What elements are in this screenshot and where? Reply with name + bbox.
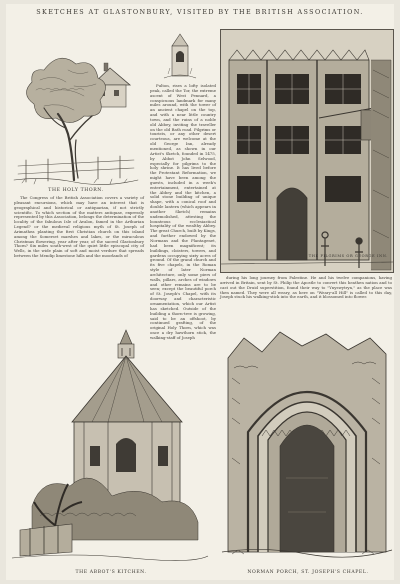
body-text-column-right [220, 276, 392, 322]
tor-tower-illustration [162, 32, 198, 82]
holy-thorn-caption: THE HOLY THORN. [48, 188, 104, 193]
george-inn-illustration [220, 29, 394, 273]
abbots-kitchen-illustration [12, 326, 208, 562]
page [6, 4, 394, 580]
norman-porch-caption: NORMAN PORCH, ST. JOSEPH'S CHAPEL. [247, 570, 369, 575]
george-inn-caption: THE PILGRIMS OR GEORGE INN. [308, 254, 388, 258]
body-text-column-upper [150, 83, 217, 340]
norman-porch-illustration [222, 328, 392, 560]
body-text-paragraph: The Congress of the British Association covers a variety of pleasant excursions, which may have an interest that is geographical and historical or antiquarian, if not strictly scientific. To which section of the matters antiquae, expressly represented by this Association, belongs the determination of the locality of the fabulous Isle of Avalon, famed in the Arthurian Legend? or the medieval religious myth of St. Joseph of Arimathea planting the first Christian church on this island among the Somerset marshes and lakes, or the miraculous Christmas flowering, year after year, of the sacred Glastonbury Thorn? Six miles south-west of the quiet little episcopal city of Wells, in the wide plain of soft and moist verdure that spreads between the Mendip limestone hills and the moorlands of [14, 195, 144, 259]
abbots-kitchen-caption: THE ABBOT'S KITCHEN. [75, 570, 147, 575]
body-text-column-left [14, 196, 144, 324]
page-title: SKETCHES AT GLASTONBURY, VISITED BY THE BRITISH ASSOCIATION. [36, 8, 364, 16]
body-text-paragraph: Pulton, rises a lofty isolated peak, called the Tor, the extreme ascent of West Pennard, a conspicuous landmark for many miles around, with the tower of an ancient chapel on the top, and with a near little country town, and the ruins of a noble old Abbey, inviting the traveller on the old Bath road. Pilgrims or tourists, or any other desert courteous, are welcome at the old George Inn, already mentioned, as shown in our Artist's Sketch, founded in 1475, by Abbot John Selwood, especially for pilgrims to the holy shrine. It has lived before the Protestant Reformation, we might have been among the guests, included in a week's entertainment, entertained at the Abbey and the kitchen, a solid stone building of unique shape, with a conical roof and double lantern (which appears in another Sketch) remains undemolished, attesting the bounteous ecclesiastical hospitality of the wealthy Abbey. The great Church, built by Kings, and further endowed by the Normans and the Plantagenet, had been magnificent; its buildings, cloisters, towers, and gardens occupying sixty acres of ground. Of the grand church and its five chapels, in the Roman style of later Norman architecture, only some piers of walls, pillars, arches of windows and other remains are to be seen; except the beautiful porch of St. Joseph's Chapel, with its doorway and characteristic ornamentation, which our Artist has sketched. Outside of the building a thorn-tree is growing, said to be an offshoot, by continued grafting, of the original Holy Thorn, which was once a dry hawthorn stick, the walking-staff of Joseph [150, 83, 217, 340]
body-text-paragraph: during his long journey from Palestine. He and his twelve companions, having arrived in Britain, sent by St. Philip the Apostle to convert this heathen nation and to cast out the Druid superstition, found their way to "Ynyswytryn," as the place was then named. They were all weary, as here on "Weary-all Hill" is called to this day, Joseph stuck his walking-stick into the earth, and it blossomed into flower. [220, 275, 392, 300]
holy-thorn-illustration [14, 30, 138, 186]
